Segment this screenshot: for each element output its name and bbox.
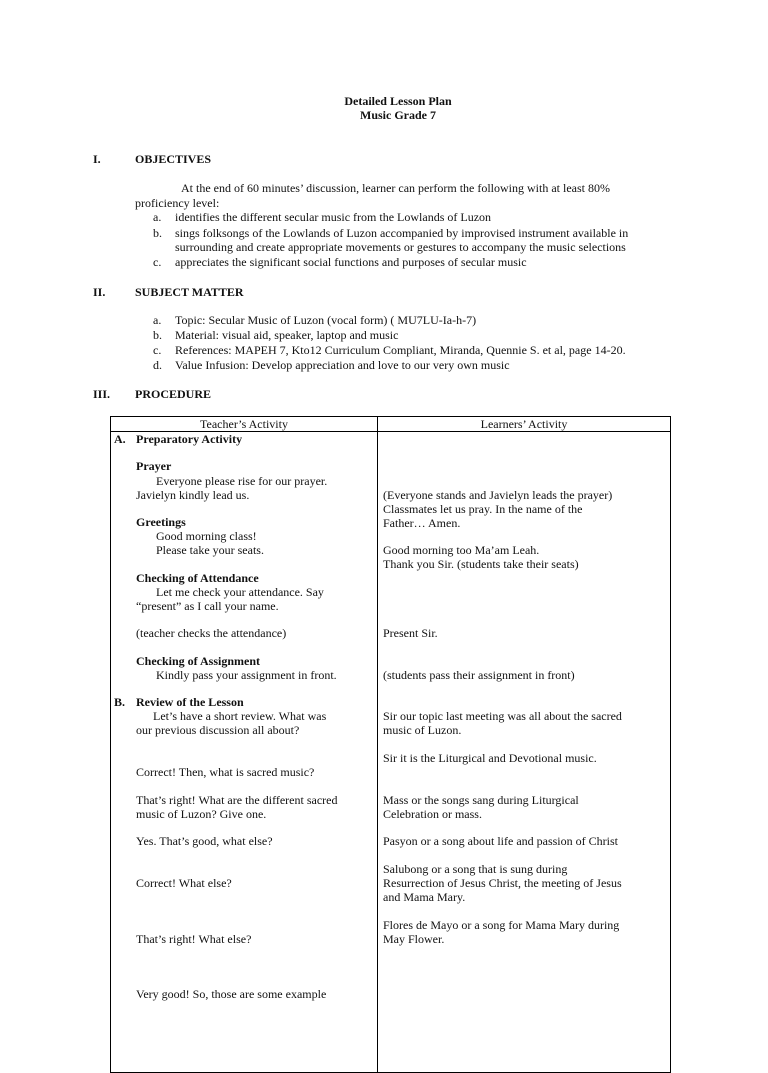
procedure-table [110,416,671,1073]
prayer-heading: Prayer [136,459,172,473]
learner-line: music of Luzon. [383,723,462,737]
teacher-line: Javielyn kindly lead us. [136,488,250,502]
learner-line: Flores de Mayo or a song for Mama Mary during [383,918,620,932]
objectives-intro: At the end of 60 minutes’ discussion, learner can perform the following with at least 80% [181,181,610,195]
teacher-line: (teacher checks the attendance) [136,626,287,640]
learner-line: (Everyone stands and Javielyn leads the prayer) [383,488,613,502]
teacher-line: Good morning class! [156,529,257,543]
learner-line: Good morning too Ma’am Leah. [383,543,540,557]
learner-line: and Mama Mary. [383,890,466,904]
teacher-line: Correct! Then, what is sacred music? [136,765,315,779]
objectives-heading: OBJECTIVES [135,152,212,166]
teacher-line: “present” as I call your name. [136,599,279,613]
subject-matter-number: II. [93,285,106,299]
learner-activity-cell [378,432,671,1073]
objective-item-cont: surrounding and create appropriate movements or gestures to accompany the music selections [175,240,626,254]
objective-item: sings folksongs of the Lowlands of Luzon accompanied by improvised instrument available in [175,226,629,240]
subject-matter-heading: SUBJECT MATTER [135,285,244,299]
teacher-line: Let’s have a short review. What was [153,709,327,723]
teacher-line: music of Luzon? Give one. [136,807,267,821]
teacher-line: That’s right! What are the different sacred [136,793,338,807]
subject-letter: a. [153,313,162,327]
learner-line: Mass or the songs sang during Liturgical [383,793,579,807]
learner-line: Thank you Sir. (students take their seats) [383,557,579,571]
learner-line: Present Sir. [383,626,438,640]
teacher-line: Very good! So, those are some example [136,987,327,1001]
objective-item: appreciates the significant social functions and purposes of secular music [175,255,527,269]
objective-letter: a. [153,210,162,224]
section-a-title: Preparatory Activity [136,432,243,446]
teacher-line: That’s right! What else? [136,932,252,946]
teacher-line: our previous discussion all about? [136,723,300,737]
objective-item: identifies the different secular music from the Lowlands of Luzon [175,210,492,224]
teacher-activity-cell [111,432,378,1073]
document-subtitle: Music Grade 7 [360,108,436,122]
learner-line: May Flower. [383,932,445,946]
subject-item: Topic: Secular Music of Luzon (vocal form) ( MU7LU-Ia-h-7) [175,313,477,327]
learner-line: Father… Amen. [383,516,461,530]
objectives-number: I. [93,152,101,166]
assignment-heading: Checking of Assignment [136,654,261,668]
section-b-title: Review of the Lesson [136,695,244,709]
subject-letter: c. [153,343,162,357]
subject-item: References: MAPEH 7, Kto12 Curriculum Compliant, Miranda, Quennie S. et al, page 14-20. [175,343,626,357]
subject-item: Value Infusion: Develop appreciation and love to our very own music [175,358,510,372]
objective-letter: c. [153,255,162,269]
learner-line: Sir it is the Liturgical and Devotional music. [383,751,597,765]
subject-letter: d. [153,358,162,372]
learner-line: Sir our topic last meeting was all about the sacred [383,709,622,723]
teacher-line: Kindly pass your assignment in front. [156,668,337,682]
objective-letter: b. [153,226,162,240]
greetings-heading: Greetings [136,515,186,529]
subject-letter: b. [153,328,162,342]
procedure-number: III. [93,387,111,401]
learner-line: Classmates let us pray. In the name of the [383,502,583,516]
teacher-line: Please take your seats. [156,543,264,557]
learner-line: Resurrection of Jesus Christ, the meeting of Jesus [383,876,622,890]
subject-item: Material: visual aid, speaker, laptop and music [175,328,399,342]
learner-line: Celebration or mass. [383,807,482,821]
objectives-intro-cont: proficiency level: [135,196,220,210]
section-a-letter: A. [114,432,126,446]
teacher-line: Correct! What else? [136,876,232,890]
document-title: Detailed Lesson Plan [344,94,452,108]
teacher-line: Everyone please rise for our prayer. [156,474,328,488]
procedure-heading: PROCEDURE [135,387,212,401]
teacher-activity-header: Teacher’s Activity [111,417,378,432]
teacher-line: Yes. That’s good, what else? [136,834,273,848]
learner-line: (students pass their assignment in front) [383,668,575,682]
learner-line: Salubong or a song that is sung during [383,862,568,876]
learner-line: Pasyon or a song about life and passion of Christ [383,834,618,848]
attendance-heading: Checking of Attendance [136,571,259,585]
section-b-letter: B. [114,695,126,709]
teacher-line: Let me check your attendance. Say [156,585,324,599]
learner-activity-header: Learners’ Activity [378,417,671,432]
